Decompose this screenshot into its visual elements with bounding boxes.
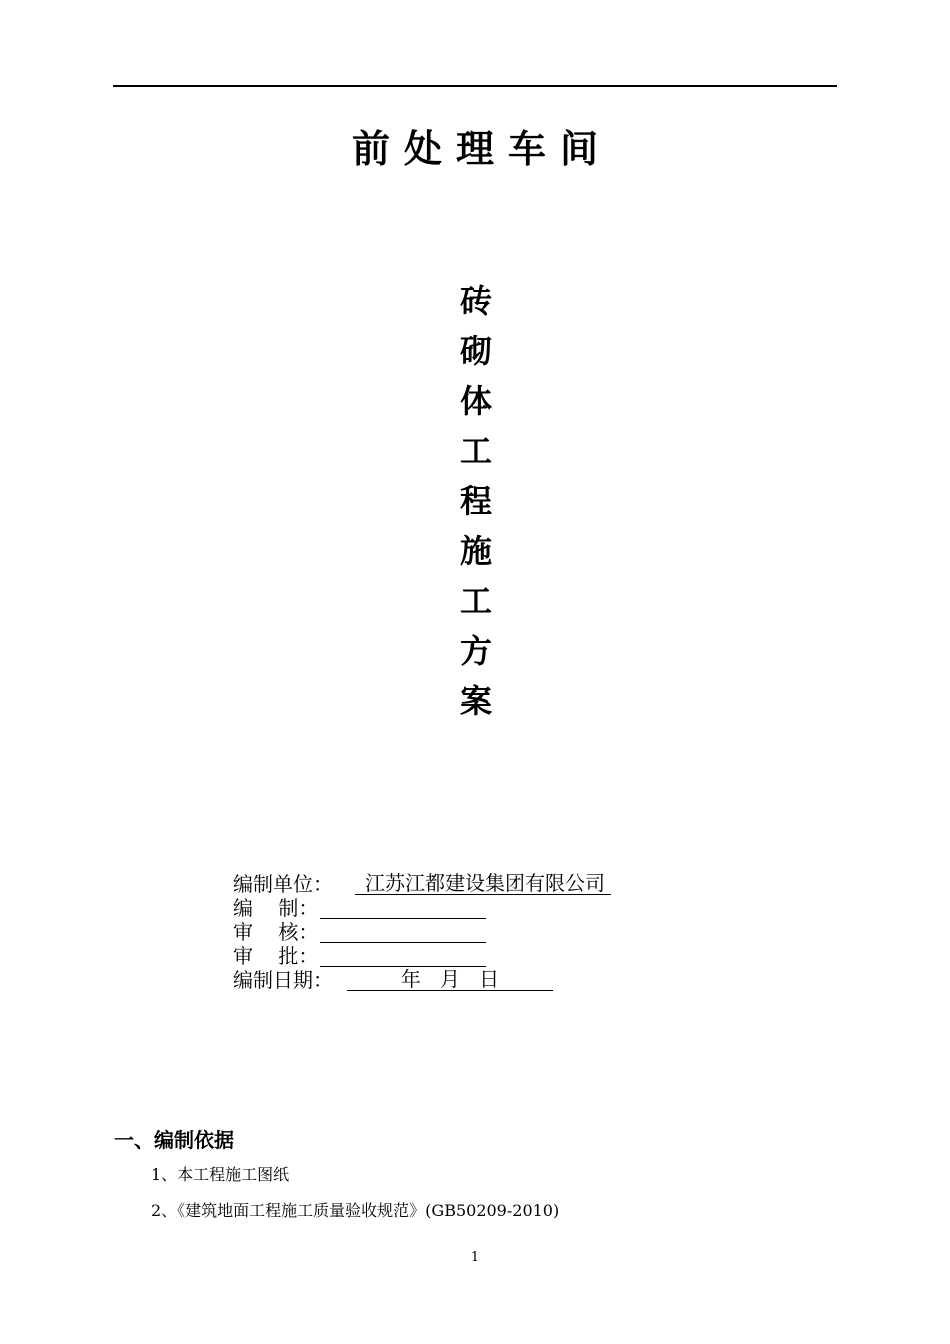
list-item: 1、本工程施工图纸	[151, 1165, 290, 1184]
reviewer-blank	[320, 920, 486, 943]
approver-label: 审 批：	[233, 944, 319, 968]
page-number: 1	[470, 1250, 480, 1265]
document-title	[456, 276, 496, 726]
document-title-char: 方	[459, 632, 492, 670]
document-title-char: 体	[459, 382, 492, 420]
header-rule	[113, 85, 837, 87]
reviewer-row	[233, 920, 611, 944]
date-value: 年 月 日	[347, 968, 553, 991]
compiler-row	[233, 896, 611, 920]
document-title-char: 砖	[459, 282, 492, 320]
date-row	[233, 968, 611, 992]
compiler-blank	[320, 896, 486, 919]
document-title-char: 工	[459, 432, 492, 470]
document-title-char: 工	[459, 582, 492, 620]
document-title-char: 案	[459, 682, 492, 720]
document-title-char: 砌	[459, 332, 492, 370]
info-block	[233, 872, 611, 992]
date-label: 编制日期：	[233, 968, 333, 992]
project-title: 前处理车间	[351, 127, 612, 171]
list-item: 2、《建筑地面工程施工质量验收规范》(GB50209-2010)	[151, 1201, 560, 1220]
reviewer-label: 审 核：	[233, 920, 319, 944]
approver-blank	[320, 944, 486, 967]
approver-row	[233, 944, 611, 968]
unit-row	[233, 872, 611, 896]
document-title-char: 程	[459, 482, 492, 520]
compiler-label: 编 制：	[233, 896, 319, 920]
document-title-char: 施	[459, 532, 492, 570]
unit-value: 江苏江都建设集团有限公司	[355, 872, 611, 895]
unit-label: 编制单位：	[233, 872, 333, 896]
section-heading: 一、编制依据	[114, 1128, 234, 1152]
